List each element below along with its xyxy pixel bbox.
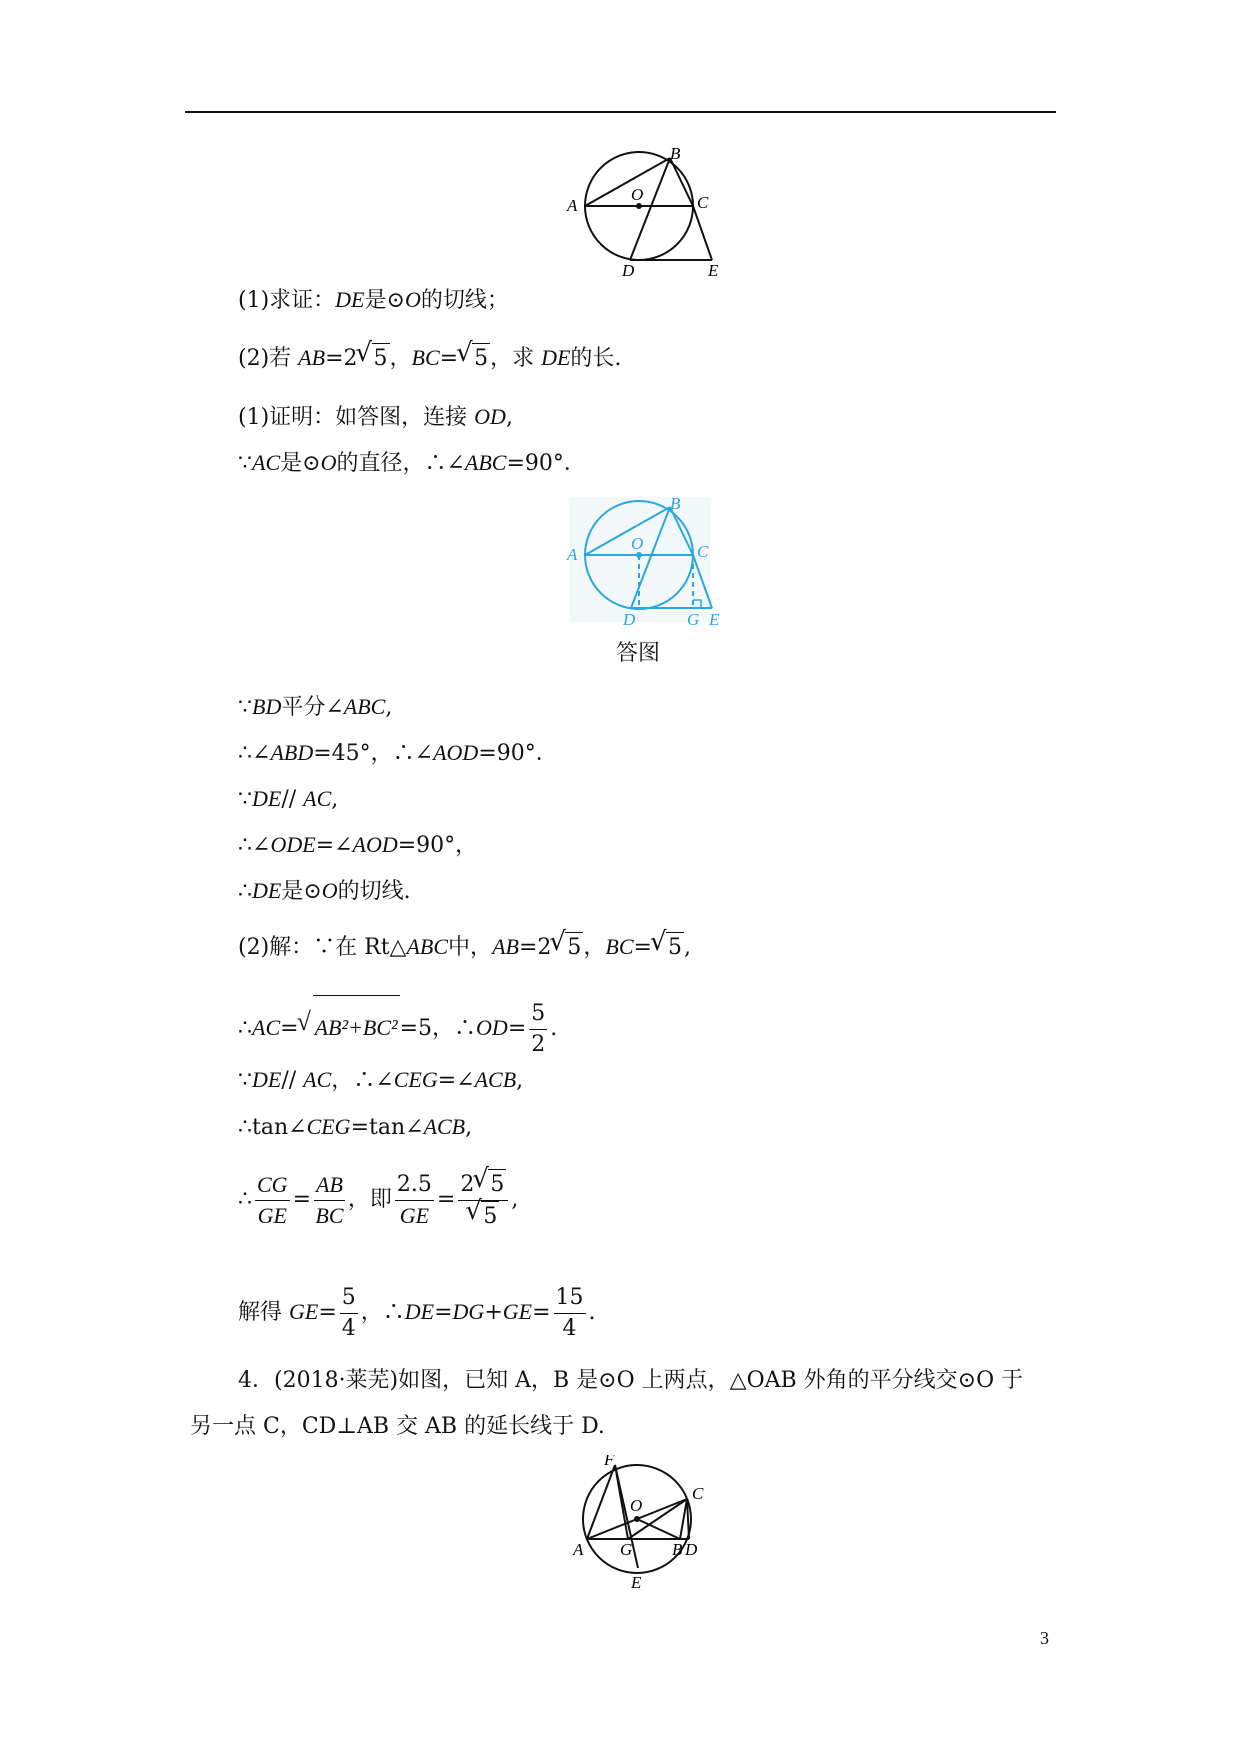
proof-line-5: ∵DE// AC, — [238, 786, 339, 812]
line-ab — [585, 158, 670, 206]
q4-label-d: D — [685, 1540, 698, 1559]
header-rule — [185, 111, 1056, 113]
q4-label-c: C — [692, 1484, 704, 1503]
figure-question-4 — [570, 1455, 730, 1595]
label-b: B — [670, 148, 681, 163]
page-number: 3 — [1040, 1628, 1049, 1648]
proof-line-3: ∵BD平分∠ABC, — [238, 694, 393, 720]
solution-line-2: ∴AC=√ AB²+BC²=5，∴OD= $\frac{5}{2}$ . — [238, 995, 557, 1059]
label-c: C — [697, 193, 709, 212]
ans-label-o: O — [631, 534, 644, 553]
proof-line-1: (1)证明：如答图，连接 OD, — [238, 404, 513, 430]
question-part2: (2)若 AB=2√ 5，BC=√ 5，求 DE的长. — [238, 343, 621, 374]
figure-answer-circle — [560, 495, 720, 630]
ans-label-d: D — [623, 610, 636, 629]
q4-label-g: G — [620, 1540, 633, 1559]
ans-label-g: G — [687, 610, 700, 629]
solution-line-1: (2)解：∵在 Rt△ABC中，AB=2√ 5，BC=√ 5, — [238, 932, 691, 963]
line-bc — [670, 158, 693, 206]
figure-caption: 答图 — [616, 641, 661, 666]
q4-label-o: O — [630, 1496, 643, 1515]
proof-line-6: ∴∠ODE=∠AOD=90°， — [238, 832, 478, 858]
solution-line-4: ∴tan∠CEG=tan∠ACB, — [238, 1114, 473, 1140]
solution-line-6: 解得 GE= $\frac{5}{4}$ ，∴DE=DG+GE= $\frac{15}{4}$ . — [238, 1284, 596, 1341]
solution-line-3: ∵DE// AC，∴∠CEG=∠ACB, — [238, 1067, 524, 1093]
question-part1: (1)求证：DE是⊙O的切线； — [238, 287, 509, 313]
q4-label-e: E — [631, 1573, 642, 1592]
question-4-line-1: 4．(2018·莱芜)如图，已知 A，B 是⊙O 上两点，△OAB 外角的平分线交⊙O 于 — [238, 1368, 1024, 1393]
line-bd — [630, 158, 670, 260]
label-d: D — [622, 261, 635, 278]
ans-label-c: C — [697, 542, 709, 561]
q4-label-a: A — [573, 1540, 584, 1559]
q4-label-b: B — [672, 1540, 683, 1559]
solution-line-5: ∴ $\frac{CG}{GE}$ = $\frac{AB}{BC}$ ，即 $\frac{2.5}{GE}$ = 2√ 5 √ 5 , — [238, 1168, 518, 1258]
figure-question-circle — [560, 148, 720, 278]
label-a: A — [567, 196, 578, 215]
label-o: O — [631, 185, 644, 204]
ans-label-e: E — [709, 610, 720, 629]
label-e: E — [708, 261, 719, 278]
question-4-line-2: 另一点 C，CD⊥AB 交 AB 的延长线于 D. — [190, 1414, 605, 1439]
proof-line-2: ∵AC是⊙O的直径，∴∠ABC=90°． — [238, 450, 586, 476]
ans-label-a: A — [567, 545, 578, 564]
q4-label-f: F — [604, 1455, 615, 1469]
line-ce — [693, 206, 712, 260]
ans-label-b: B — [670, 495, 681, 513]
proof-line-4: ∴∠ABD=45°，∴∠AOD=90°． — [238, 740, 558, 766]
proof-line-7: ∴DE是⊙O的切线. — [238, 878, 411, 904]
